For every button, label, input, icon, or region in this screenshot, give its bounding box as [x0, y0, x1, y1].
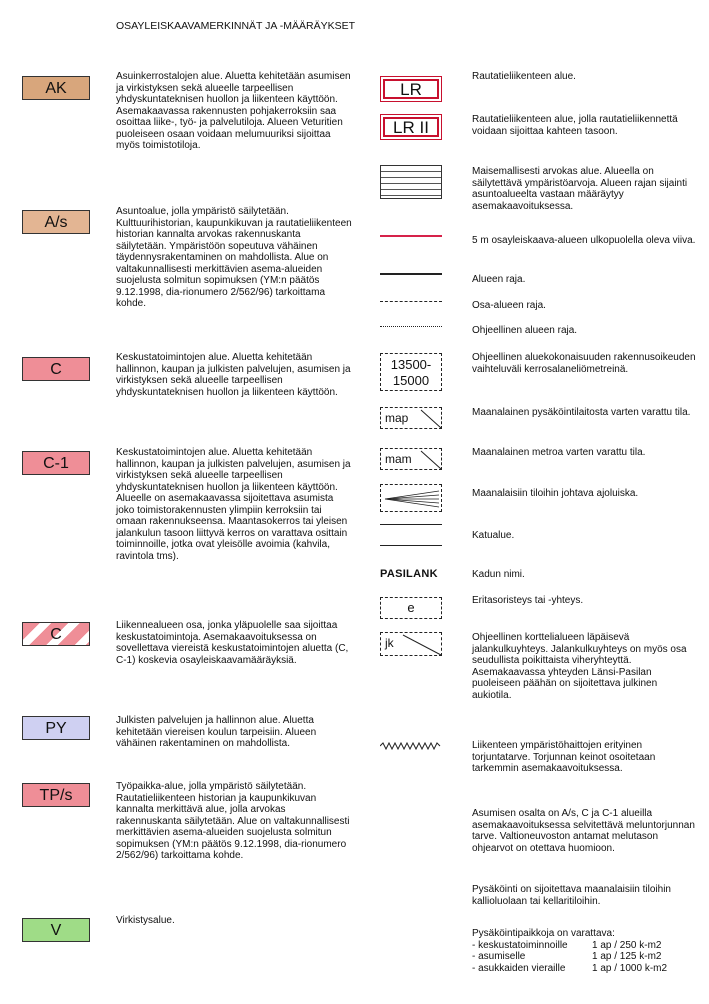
page-title: OSAYLEISKAAVAMERKINNÄT JA -MÄÄRÄYKSET — [116, 20, 356, 32]
legend-code-v: V — [22, 918, 90, 942]
legend-text-5m-line: 5 m osayleiskaava-alueen ulkopuolella oleva viiva. — [472, 235, 696, 246]
legend-text-guideline-border: Ohjeellinen alueen raja. — [472, 325, 578, 336]
legend-text-c-hatched: Liikennealueen osa, jonka yläpuolelle saa sijoittaa keskustatoimintoja. Asemakaavoituksessa on sovellettava viereistä keskustatoimintojen aluetta (C, C-1) koskevia osayleiskaavamääräyksiä. — [116, 620, 349, 666]
legend-text-grade-separation: Eritasoristeys tai -yhteys. — [472, 595, 584, 606]
legend-text-v: Virkistysalue. — [116, 915, 175, 926]
legend-text-lr2: Rautatieliikenteen alue, jolla rautatieliikennettä voidaan sijoittaa kahteen tasoon. — [472, 114, 678, 137]
parking-row: - asumiselle 1 ap / 125 k-m2 — [472, 951, 662, 962]
legend-text-ramp: Maanalaisiin tiloihin johtava ajoluiska. — [472, 488, 639, 499]
symbol-jk: jk — [380, 632, 442, 656]
legend-text-as: Asuntoalue, jolla ympäristö säilytetään. Kulttuurihistorian, kaupunkikuvan ja rautatieliikenteen historian kannalta arvokas rakennuskanta säilytetään. Ympäristöön sopeutuva vähäinen täydennysrakentaminen on mahdollista. Alue on valtakunnallisesti merkittävien asema-alueiden suojelusta solmitun sopimuksen (YM:n päätös 9.12.1998, dia-rionumero 2/562/96) tarkoittama kohde. — [116, 206, 352, 309]
symbol-street-area — [380, 524, 442, 546]
legend-code-as: A/s — [22, 210, 90, 234]
legend-text-ak: Asuinkerrostalojen alue. Aluetta kehitetään asumisen ja virkistyksen sekä alueelle tarpeellisen yhdyskuntateknisen huollon ja liikenteen käyttöön. Asemakaavassa rakennusten pohjakerroksiin saa osoittaa liike-, työ- ja palvelutiloja. Alueen Veturitien puoleiseen osaan voidaan melumuuriksi sijoittaa myös toimistotiloja. — [116, 71, 351, 151]
symbol-lr2: LR II — [380, 114, 442, 140]
legend-text-area-border: Alueen raja. — [472, 274, 526, 285]
parking-requirements — [472, 928, 698, 974]
legend-code-c1: C-1 — [22, 451, 90, 475]
legend-text-py: Julkisten palvelujen ja hallinnon alue. Aluetta kehitetään viereisen koulun tarpeisiin. Alueen vähäinen rakentaminen on mahdollista. — [116, 715, 317, 749]
symbol-subarea-border — [380, 301, 442, 302]
legend-text-mam: Maanalainen metroa varten varattu tila. — [472, 447, 646, 458]
parking-row: - asukkaiden vieraille 1 ap / 1000 k-m2 — [472, 962, 668, 974]
legend-text-street-area: Katualue. — [472, 530, 515, 541]
legend-text-building-range: Ohjeellinen aluekokonaisuuden rakennusoikeuden vaihteluväli kerrosalaneliömetreinä. — [472, 352, 696, 375]
parking-title: Pysäköintipaikkoja on varattava: — [472, 928, 615, 939]
symbol-mam: mam — [380, 448, 442, 470]
legend-code-c: C — [22, 357, 90, 381]
parking-row: - keskustatoiminnoille 1 ap / 250 k-m2 — [472, 939, 662, 951]
symbol-ramp — [380, 484, 442, 512]
legend-text-subarea-border: Osa-alueen raja. — [472, 300, 546, 311]
symbol-street-name: PASILANK — [380, 568, 438, 580]
legend-text-landscape: Maisemallisesti arvokas alue. Alueella on säilytettävä ympäristöarvoja. Alueen rajan sijainti asuntoalueelta vastaan määräytyy asemakaavoituksessa. — [472, 166, 688, 212]
symbol-area-border — [380, 273, 442, 275]
legend-text-street-name: Kadun nimi. — [472, 569, 525, 580]
symbol-building-range: 13500- 15000 — [380, 353, 442, 391]
legend-text-map: Maanalainen pysäköintilaitosta varten varattu tila. — [472, 407, 691, 418]
legend-text-lr: Rautatieliikenteen alue. — [472, 71, 576, 82]
symbol-noise-zigzag — [380, 738, 442, 756]
legend-text-jk: Ohjeellinen korttelialueen läpäisevä jalankulkuyhteys. Jalankulkuyhteys on myös osa seudullista poikittaista viheryhteyttä. Asemakaavassa yhteyden Länsi-Pasilan puoleiseen päähän on sijoitettava julkinen aukiotila. — [472, 632, 687, 701]
legend-code-ak: AK — [22, 76, 90, 100]
symbol-red-line — [380, 235, 442, 237]
legend-code-py: PY — [22, 716, 90, 740]
note-noise-control: Asumisen osalta on A/s, C ja C-1 alueilla asemakaavoituksessa selvitettävä meluntorjunnan tarve. Valtioneuvoston antamat melutason ohjearvot on otettava huomioon. — [472, 808, 695, 854]
legend-text-c1: Keskustatoimintojen alue. Aluetta kehitetään hallinnon, kaupan ja julkisten palvelujen, asumisen ja virkistyksen sekä alueelle tarpeellisen yhdyskuntateknisen huollon ja liikenteen käyttöön. Alueelle on asemakaavassa sijoitettava asumista joko toimistorakennusten ylimpiin kerroksiin tai omaan rakennukseensa. Maantasokerros tai yleisen jalankulun tasoon liittyvä kerros on varattava osittain toiminnoille, jotka ovat yleisölle avoimia (kahvila, ravintola tms). — [116, 447, 351, 562]
symbol-grade-separation: e — [380, 597, 442, 619]
symbol-guideline-border — [380, 326, 442, 327]
legend-text-c: Keskustatoimintojen alue. Aluetta kehitetään hallinnon, kaupan ja julkisten palvelujen, asumisen ja virkistyksen sekä alueelle tarpeellisen yhdyskuntateknisen huollon ja liikenteen käyttöön. — [116, 352, 351, 398]
legend-code-tps: TP/s — [22, 783, 90, 807]
symbol-lr: LR — [380, 76, 442, 102]
symbol-landscape-area — [380, 165, 442, 199]
symbol-map: map — [380, 407, 442, 429]
legend-code-c-hatched: C — [22, 622, 90, 646]
legend-text-tps: Työpaikka-alue, jolla ympäristö säilytetään. Rautatieliikenteen historian ja kaupunkikuvan kannalta merkittävä alue, jolla arvokas rakennuskanta säilytetään. Alue on valtakunnallisesti merkittävien asema-alueiden suojelusta solmitun sopimuksen (YM:n päätös 9.12.1998, dia-rionumero 2/562/96) tarkoittama kohde. — [116, 781, 350, 861]
legend-text-noise: Liikenteen ympäristöhaittojen erityinen torjuntatarve. Torjunnan keinot osoitetaan tarkemmin asemakaavoituksessa. — [472, 740, 656, 774]
note-parking-location: Pysäköinti on sijoitettava maanalaisiin tiloihin kallioluolaan tai kellaritiloihin. — [472, 884, 671, 907]
